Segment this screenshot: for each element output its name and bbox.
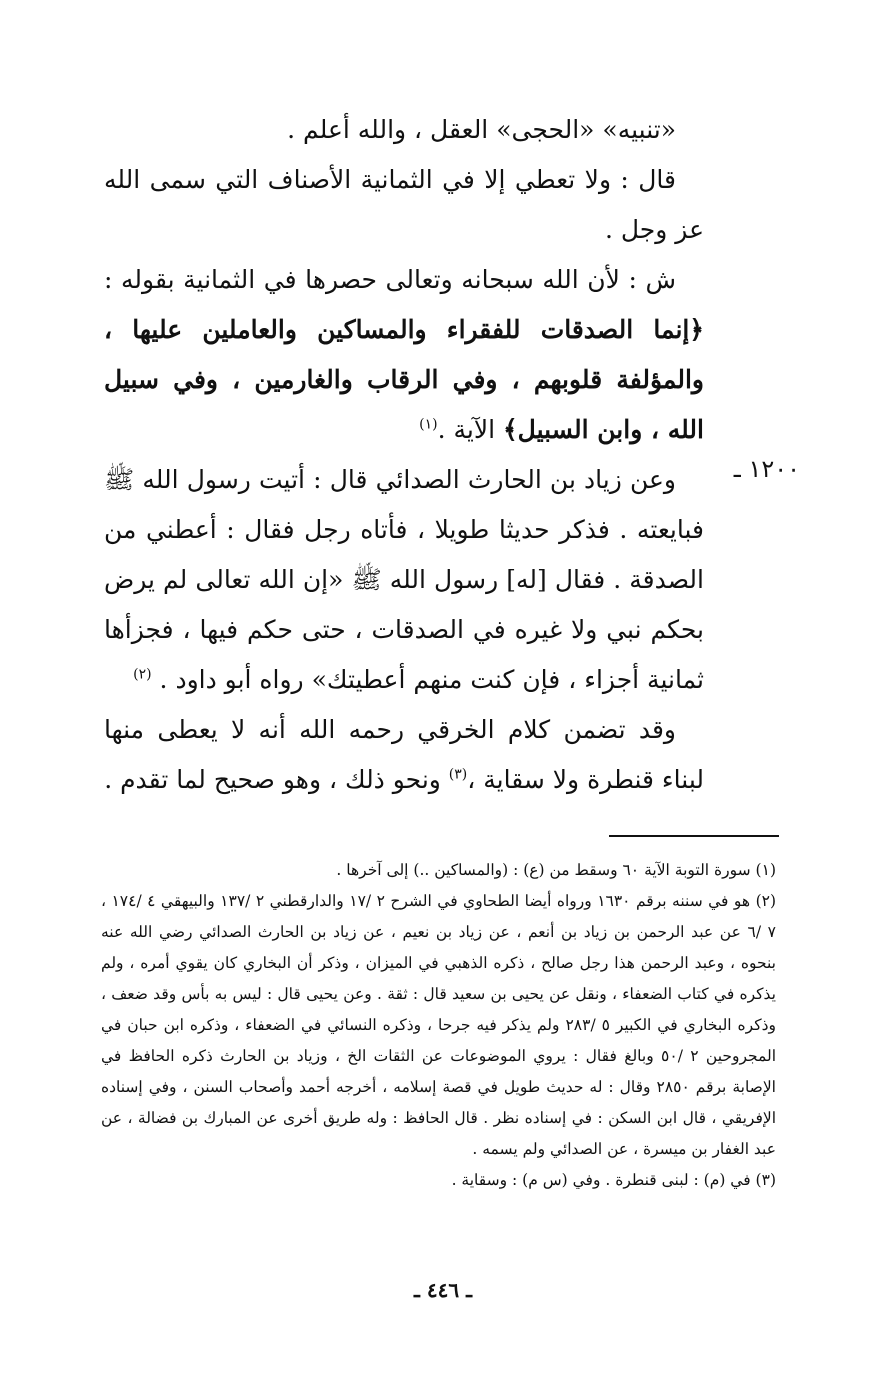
khiraqi-text-b: ونحو ذلك ، وهو صحيح لما تقدم . [104, 765, 449, 794]
footnote-separator [609, 835, 779, 837]
footnote-1: (١) سورة التوبة الآية ٦٠ وسقط من (ع) : (والمساكين ..) إلى آخرها . [336, 861, 776, 879]
paragraph-hadith [104, 455, 704, 705]
footnote-ref-1: (١) [419, 416, 438, 433]
hadith-number: ١٢٠٠ ـ [733, 455, 800, 483]
main-text [104, 105, 704, 805]
page-number: ـ ٤٤٦ ـ [414, 1278, 472, 1302]
footnote-ref-3: (٣) [448, 766, 468, 783]
paragraph-qala: قال : ولا تعطي إلا في الثمانية الأصناف التي سمى الله عز وجل . [104, 165, 704, 244]
paragraph-tanbih: «تنبيه» «الحجى» العقل ، والله أعلم . [287, 115, 676, 144]
footnotes [101, 855, 776, 1196]
paragraph-sharh [104, 255, 704, 455]
khiraqi-text-a: وقد تضمن كلام الخرقي رحمه الله أنه لا يعطى منها لبناء قنطرة ولا سقاية ، [104, 715, 704, 794]
sharh-intro: ش : لأن الله سبحانه وتعالى حصرها في الثمانية بقوله : [104, 265, 676, 294]
paragraph-khiraqi [104, 705, 704, 805]
footnote-3: (٣) في (م) : لبنى قنطرة . وفي (س م) : وسقاية . [451, 1171, 776, 1189]
footnote-ref-2: (٢) [133, 666, 152, 683]
hadith-text: وعن زياد بن الحارث الصدائي قال : أتيت رسول الله ﷺ فبايعته . فذكر حديثا طويلا ، فأتاه رجل فقال : أعطني من الصدقة . فقال [له] رسول الله ﷺ «إن الله تعالى لم يرض بحكم نبي ولا غيره في الصدقات ، حتى حكم فيها ، فجزأها ثمانية أجزاء ، فإن كنت منهم أعطيتك» رواه أبو داود . [104, 465, 704, 694]
footnote-2: (٢) هو في سننه برقم ١٦٣٠ ورواه أيضا الطحاوي في الشرح ٢ /١٧ والدارقطني ٢ /١٣٧ والبيهقي ٤ /١٧٤ ، ٧ /٦ عن عبد الرحمن بن زياد بن أنعم ، عن زياد بن نعيم ، عن زياد بن الحارث الصدائي رضي الله عنه بنحوه ، وعبد الرحمن هذا رجل صالح ، ذكره الذهبي في الميزان ، وذكر أن البخاري كان يقوي أمره ، ولم يذكره في كتاب الضعفاء ، ونقل عن يحيى بن سعيد قال : ثقة . وعن يحيى قال : ليس به بأس وقد ضعف ، وذكره البخاري في الكبير ٥ /٢٨٣ ولم يذكر فيه جرحا ، وذكره النسائي في الضعفاء ، وذكره ابن حبان في المجروحين ٢ /٥٠ وبالغ فقال : يروي الموضوعات عن الثقات الخ ، وزياد بن الحارث ذكره الحافظ في الإصابة برقم ٢٨٥٠ وقال : له حديث طويل في قصة إسلامه ، أخرجه أحمد وأصحاب السنن ، وفي إسناده الإفريقي ، قال ابن السكن : في إسناده نظر . قال الحافظ : وله طريق أخرى عن المبارك بن فضالة ، عن عبد الغفار بن ميسرة ، عن الصدائي ولم يسمه . [101, 892, 777, 1158]
quran-verse: ﴿إنما الصدقات للفقراء والمساكين والعاملين عليها ، والمؤلفة قلوبهم ، وفي الرقاب والغارمين ، وفي سبيل الله ، وابن السبيل﴾ [104, 315, 704, 444]
sharh-end: الآية . [437, 415, 504, 444]
